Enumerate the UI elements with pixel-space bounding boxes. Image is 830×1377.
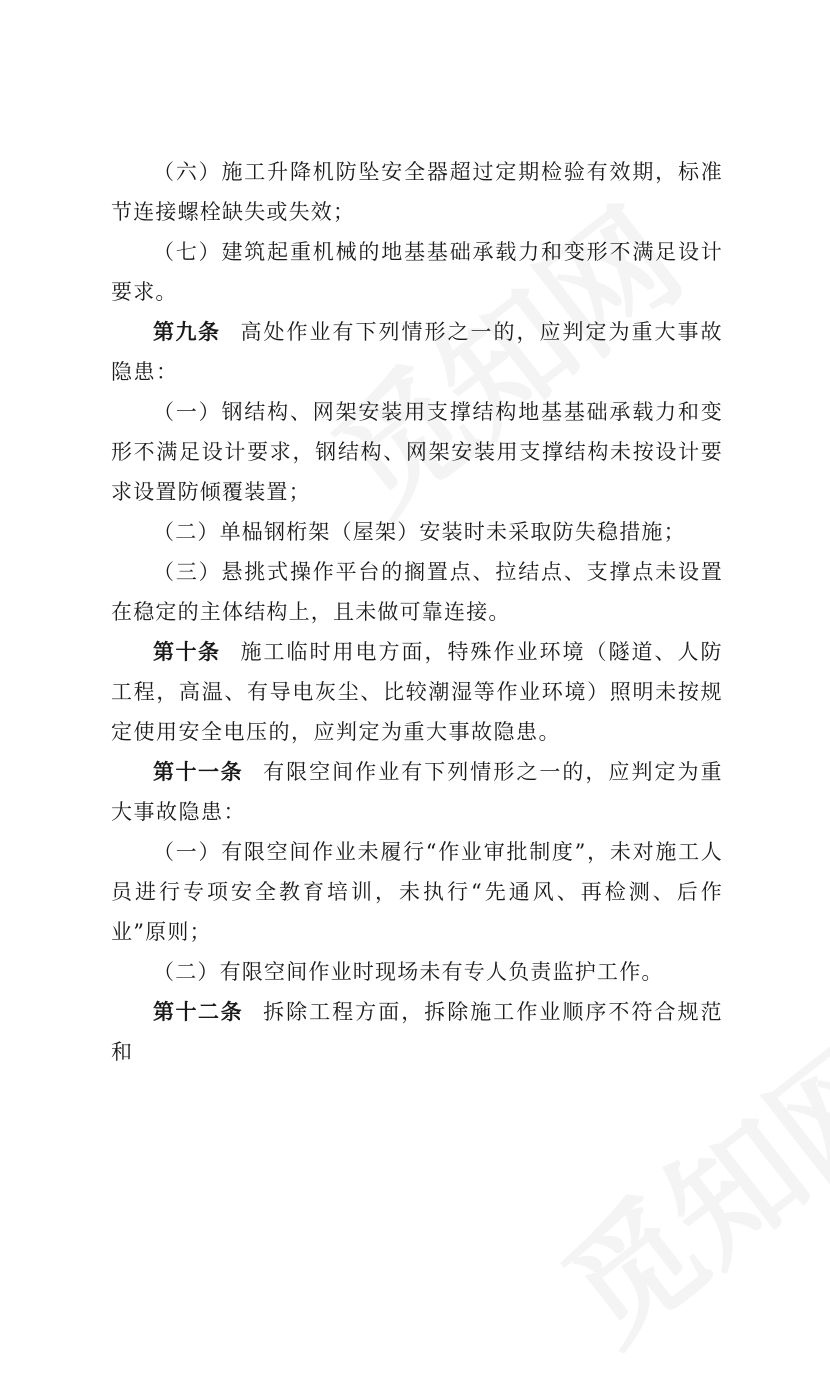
article-paragraph — [111, 312, 723, 392]
clause-item — [111, 552, 723, 632]
clause-text: （六）施工升降机防坠安全器超过定期检验有效期，标准节连接螺栓缺失或失效； — [111, 160, 723, 224]
article-paragraph — [111, 752, 723, 832]
clause-item — [111, 392, 723, 512]
article-text: 有限空间作业有下列情形之一的，应判定为重大事故隐患： — [111, 760, 724, 824]
document-body — [111, 152, 723, 1072]
article-heading: 第九条 — [153, 320, 221, 344]
article-heading: 第十二条 — [153, 1000, 244, 1024]
clause-text: （一）钢结构、网架安装用支撑结构地基基础承载力和变形不满足设计要求，钢结构、网架安装用支撑结构未按设计要求设置防倾覆装置； — [111, 400, 723, 504]
clause-item — [111, 832, 723, 952]
clause-item — [111, 232, 723, 312]
article-text: 拆除工程方面，拆除施工作业顺序不符合规范和 — [111, 1000, 724, 1064]
clause-item — [111, 512, 723, 552]
clause-text: （二）有限空间作业时现场未有专人负责监护工作。 — [153, 960, 664, 984]
article-paragraph — [111, 632, 723, 752]
clause-text: （七）建筑起重机械的地基基础承载力和变形不满足设计要求。 — [111, 240, 723, 304]
article-text: 施工临时用电方面，特殊作业环境（隧道、人防工程，高温、有导电灰尘、比较潮湿等作业环境）照明未按规定使用安全电压的，应判定为重大事故隐患。 — [111, 640, 723, 744]
clause-text: （三）悬挑式操作平台的搁置点、拉结点、支撑点未设置在稳定的主体结构上，且未做可靠连接。 — [111, 560, 723, 624]
clause-text: （二）单榀钢桁架（屋架）安装时未采取防失稳措施； — [153, 520, 686, 544]
article-paragraph — [111, 992, 723, 1072]
clause-item — [111, 152, 723, 232]
clause-text: （一）有限空间作业未履行“作业审批制度”，未对施工人员进行专项安全教育培训，未执行“先通风、再检测、后作业”原则； — [111, 840, 723, 944]
article-heading: 第十一条 — [153, 760, 244, 784]
article-heading: 第十条 — [153, 640, 221, 664]
clause-item — [111, 952, 723, 992]
article-text: 高处作业有下列情形之一的，应判定为重大事故隐患： — [111, 320, 723, 384]
